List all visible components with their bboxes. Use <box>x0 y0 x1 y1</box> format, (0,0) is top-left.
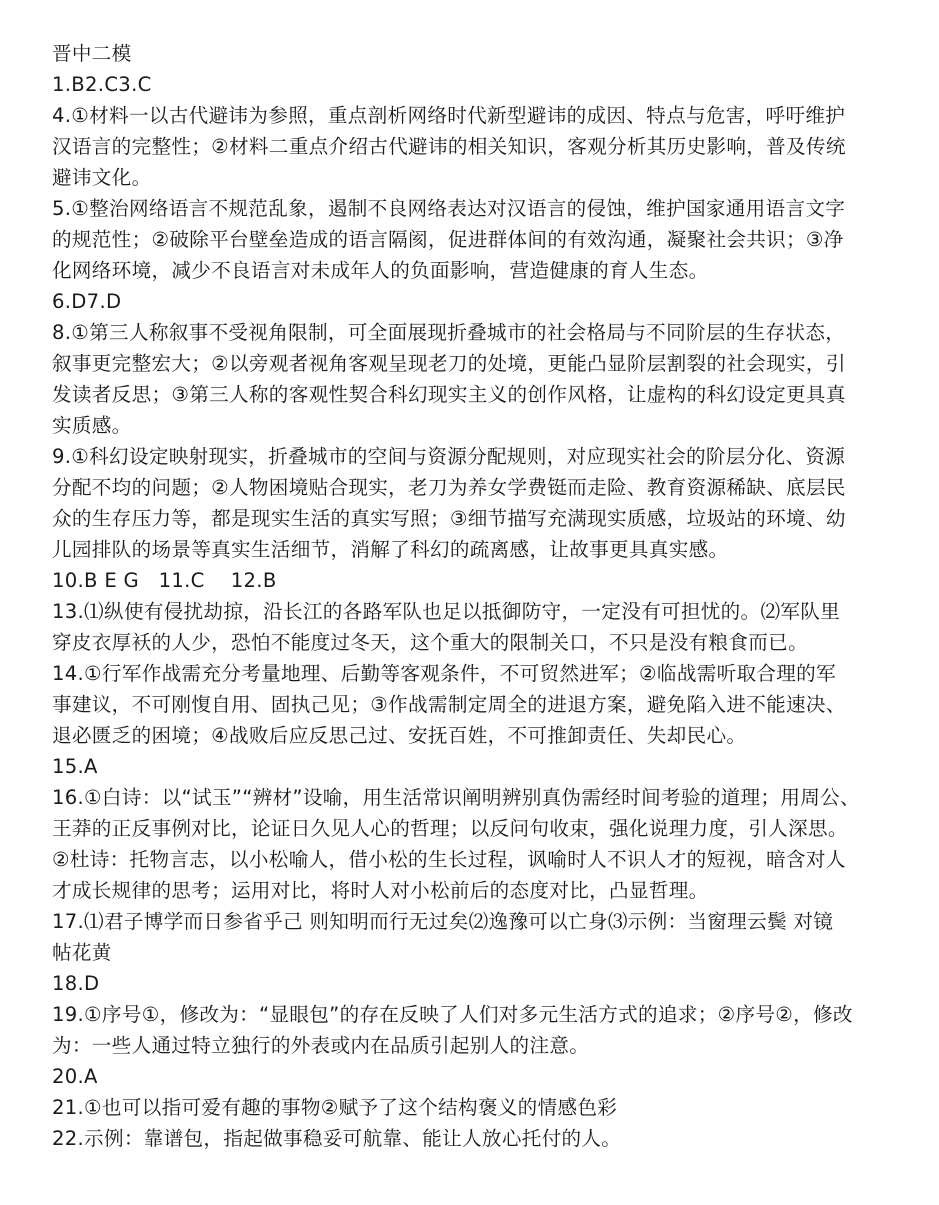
answer-line: 穿皮衣厚袄的人少，恐怕不能度过冬天，这个重大的限制关口，不只是没有粮食而已。 <box>52 631 808 654</box>
answer-line: 15.A <box>52 755 98 778</box>
answer-line: 才成长规律的思考；运用对比，将时人对小松前后的态度对比，凸显哲理。 <box>52 879 709 902</box>
answer-line: 9.①科幻设定映射现实，折叠城市的空间与资源分配规则，对应现实社会的阶层分化、资源 <box>52 445 846 468</box>
answer-line: ②杜诗：托物言志，以小松喻人，借小松的生长过程，讽喻时人不识人才的短视，暗含对人 <box>52 848 846 871</box>
answer-line: 21.①也可以指可爱有趣的事物②赋予了这个结构褒义的情感色彩 <box>52 1096 618 1119</box>
answer-line: 17.⑴君子博学而日参省乎己 则知明而行无过矣⑵逸豫可以亡身⑶示例：当窗理云鬓 对镜 <box>52 910 834 933</box>
answer-line: 叙事更完整宏大；②以旁观者视角客观呈现老刀的处境，更能凸显阶层割裂的社会现实，引 <box>52 352 846 375</box>
answer-line: 的规范性；②破除平台壁垒造成的语言隔阂，促进群体间的有效沟通，凝聚社会共识；③净 <box>52 228 844 251</box>
answer-line: 发读者反思；③第三人称的客观性契合科幻现实主义的创作风格，让虚构的科幻设定更具真 <box>52 383 846 406</box>
answer-line: 实质感。 <box>52 414 132 437</box>
answer-line: 事建议，不可刚愎自用、固执己见；③作战需制定周全的进退方案，避免陷入进不能速决、 <box>52 693 846 716</box>
answer-line: 化网络环境，减少不良语言对未成年人的负面影响，营造健康的育人生态。 <box>52 259 709 282</box>
answer-line: 16.①白诗：以“试玉”“辨材”设喻，用生活常识阐明辨别真伪需经时间考验的道理；用周公、 <box>52 786 860 809</box>
answer-line: 儿园排队的场景等真实生活细节，消解了科幻的疏离感，让故事更具真实感。 <box>52 538 729 561</box>
answer-line: 13.⑴纵使有侵扰劫掠，沿长江的各路军队也足以抵御防守，一定没有可担忧的。⑵军队里 <box>52 600 841 623</box>
answer-line: 1.B2.C3.C <box>52 73 152 96</box>
answer-line: 20.A <box>52 1065 98 1088</box>
answer-line: 帖花黄 <box>52 941 112 964</box>
answer-line: 14.①行军作战需充分考量地理、后勤等客观条件，不可贸然进军；②临战需听取合理的军 <box>52 662 836 685</box>
document-title: 晋中二模 <box>52 42 132 65</box>
answer-line: 为：一些人通过特立独行的外表或内在品质引起别人的注意。 <box>52 1034 590 1057</box>
answer-line: 6.D7.D <box>52 290 122 313</box>
answer-line: 汉语言的完整性；②材料二重点介绍古代避讳的相关知识，客观分析其历史影响，普及传统 <box>52 135 846 158</box>
answer-line: 18.D <box>52 972 100 995</box>
answer-line: 王莽的正反事例对比，论证日久见人心的哲理；以反问句收束，强化说理力度，引人深思。 <box>52 817 848 840</box>
answer-line: 分配不均的问题；②人物困境贴合现实，老刀为养女学费铤而走险、教育资源稀缺、底层民 <box>52 476 846 499</box>
answer-line: 22.示例：靠谱包，指起做事稳妥可航靠、能让人放心托付的人。 <box>52 1127 622 1150</box>
answer-line: 4.①材料一以古代避讳为参照，重点剖析网络时代新型避讳的成因、特点与危害，呼吁维护 <box>52 104 846 127</box>
answer-line: 19.①序号①，修改为：“显眼包”的存在反映了人们对多元生活方式的追求；②序号②，修改 <box>52 1003 853 1026</box>
answer-line: 众的生存压力等，都是现实生活的真实写照；③细节描写充满现实质感，垃圾站的环境、幼 <box>52 507 846 530</box>
answer-line: 退必匮乏的困境；④战败后应反思己过、安抚百姓，不可推卸责任、失却民心。 <box>52 724 747 747</box>
answer-line: 5.①整治网络语言不规范乱象，遏制不良网络表达对汉语言的侵蚀，维护国家通用语言文字 <box>52 197 846 220</box>
answer-line: 10.B E G 11.C 12.B <box>52 569 277 592</box>
answer-line: 8.①第三人称叙事不受视角限制，可全面展现折叠城市的社会格局与不同阶层的生存状态， <box>52 321 846 344</box>
answer-line: 避讳文化。 <box>52 166 152 189</box>
